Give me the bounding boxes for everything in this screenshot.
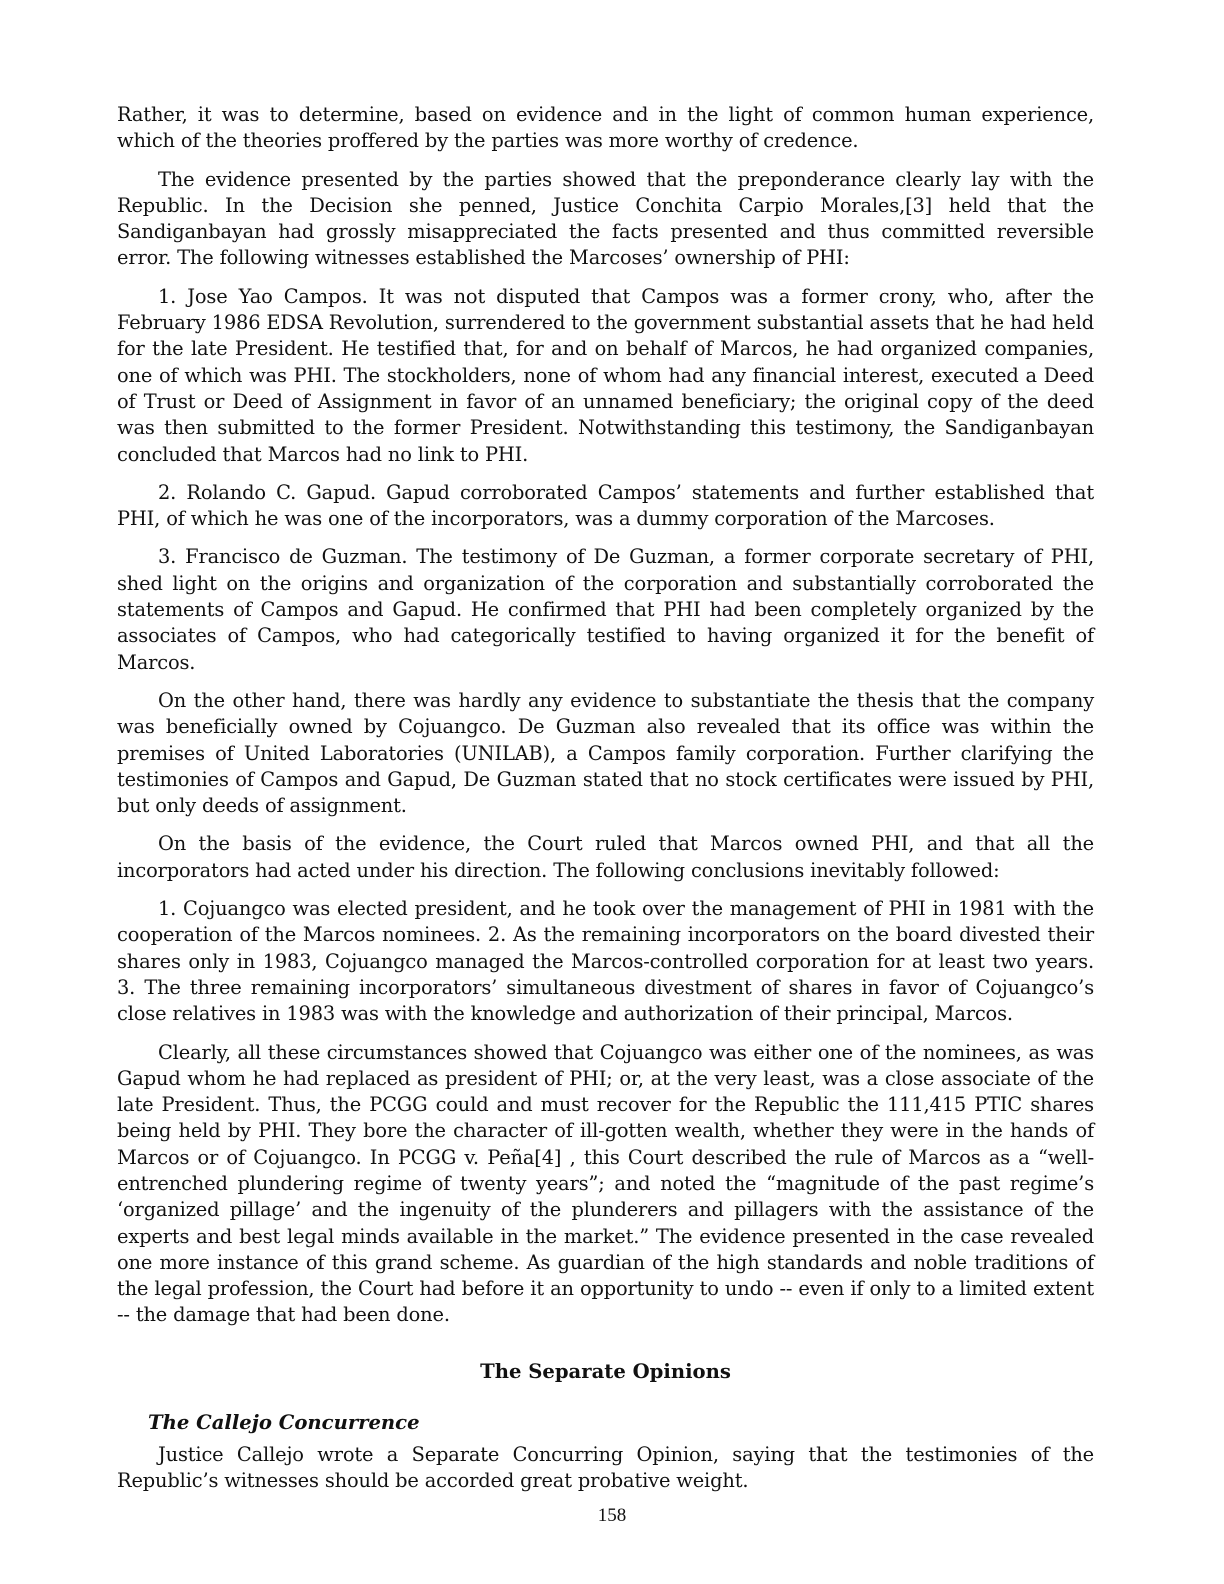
subsection-heading: The Callejo Concurrence [148, 1410, 420, 1434]
paragraph-court-ruling: On the basis of the evidence, the Court ruled that Marcos owned PHI, and that all the incorporators had acted under his direction. The following conclusions inevitably followed: [117, 832, 1094, 882]
document-body [117, 102, 1094, 1506]
paragraph-witness-campos: 1. Jose Yao Campos. It was not disputed that Campos was a former crony, who, after the February 1986 EDSA Revolution, surrendered to the government substantial assets that he had held for the late President. He testified that, for and on behalf of Marcos, he had organized companies, one of which was PHI. The stockholders, none of whom had any financial interest, executed a Deed of Trust or Deed of Assignment in favor of an unnamed beneficiary; the original copy of the deed was then submitted to the former President. Notwithstanding this testimony, the Sandiganbayan concluded that Marcos had no link to PHI. [117, 284, 1094, 466]
paragraph-evidence-preponderance: The evidence presented by the parties showed that the preponderance clearly lay with the Republic. In the Decision she penned, Justice Conchita Carpio Morales,[3] held that the Sandiganbayan had grossly misappreciated the facts presented and thus committed reversible error. The following witnesses established the Marcoses’ ownership of PHI: [117, 167, 1094, 270]
paragraph-continuation: Rather, it was to determine, based on evidence and in the light of common human experience, which of the theories proffered by the parties was more worthy of credence. [117, 103, 1094, 153]
paragraph-callejo-concurrence: Justice Callejo wrote a Separate Concurring Opinion, saying that the testimonies of the Republic’s witnesses should be accorded great probative weight. [117, 1442, 1094, 1493]
section-heading: The Separate Opinions [480, 1359, 731, 1383]
page-number: 158 [597, 1505, 627, 1526]
paragraph-ill-gotten-wealth: Clearly, all these circumstances showed that Cojuangco was either one of the nominees, as was Gapud whom he had replaced as president of PHI; or, at the very least, was a close associate of the late President. Thus, the PCGG could and must recover for the Republic the 111,415 PTIC shares being held by PHI. They bore the character of ill-gotten wealth, whether they were in the hands of Marcos or of Cojuangco. In PCGG v. Peña[4] , this Court described the rule of Marcos as a “well- entrenched plundering regime of twenty years”; and noted the “magnitude of the past regime’s ‘organized pillage’ and the ingenuity of the plunderers and pillagers with the assistance of the experts and best legal minds available in the market.” The evidence presented in the case revealed one more instance of this grand scheme. As guardian of the high standards and noble traditions of the legal profession, the Court had before it an opportunity to undo -- even if only to a limited extent -- the damage that had been done. [117, 1040, 1094, 1327]
paragraph-witness-de-guzman: 3. Francisco de Guzman. The testimony of De Guzman, a former corporate secretary of PHI, shed light on the origins and organization of the corporation and substantially corroborated the statements of Campos and Gapud. He confirmed that PHI had been completely organized by the associates of Campos, who had categorically testified to having organized it for the benefit of Marcos. [117, 545, 1094, 674]
paragraph-conclusions: 1. Cojuangco was elected president, and he took over the management of PHI in 1981 with the cooperation of the Marcos nominees. 2. As the remaining incorporators on the board divested their shares only in 1983, Cojuangco managed the Marcos-controlled corporation for at least two years. 3. The three remaining incorporators’ simultaneous divestment of shares in favor of Cojuangco’s close relatives in 1983 was with the knowledge and authorization of their principal, Marcos. [117, 897, 1094, 1026]
paragraph-witness-gapud: 2. Rolando C. Gapud. Gapud corroborated Campos’ statements and further established that PHI, of which he was one of the incorporators, was a dummy corporation of the Marcoses. [117, 480, 1094, 531]
paragraph-cojuangco-evidence: On the other hand, there was hardly any evidence to substantiate the thesis that the company was beneficially owned by Cojuangco. De Guzman also revealed that its office was within the premises of United Laboratories (UNILAB), a Campos family corporation. Further clarifying the testimonies of Campos and Gapud, De Guzman stated that no stock certificates were issued by PHI, but only deeds of assignment. [117, 688, 1094, 818]
